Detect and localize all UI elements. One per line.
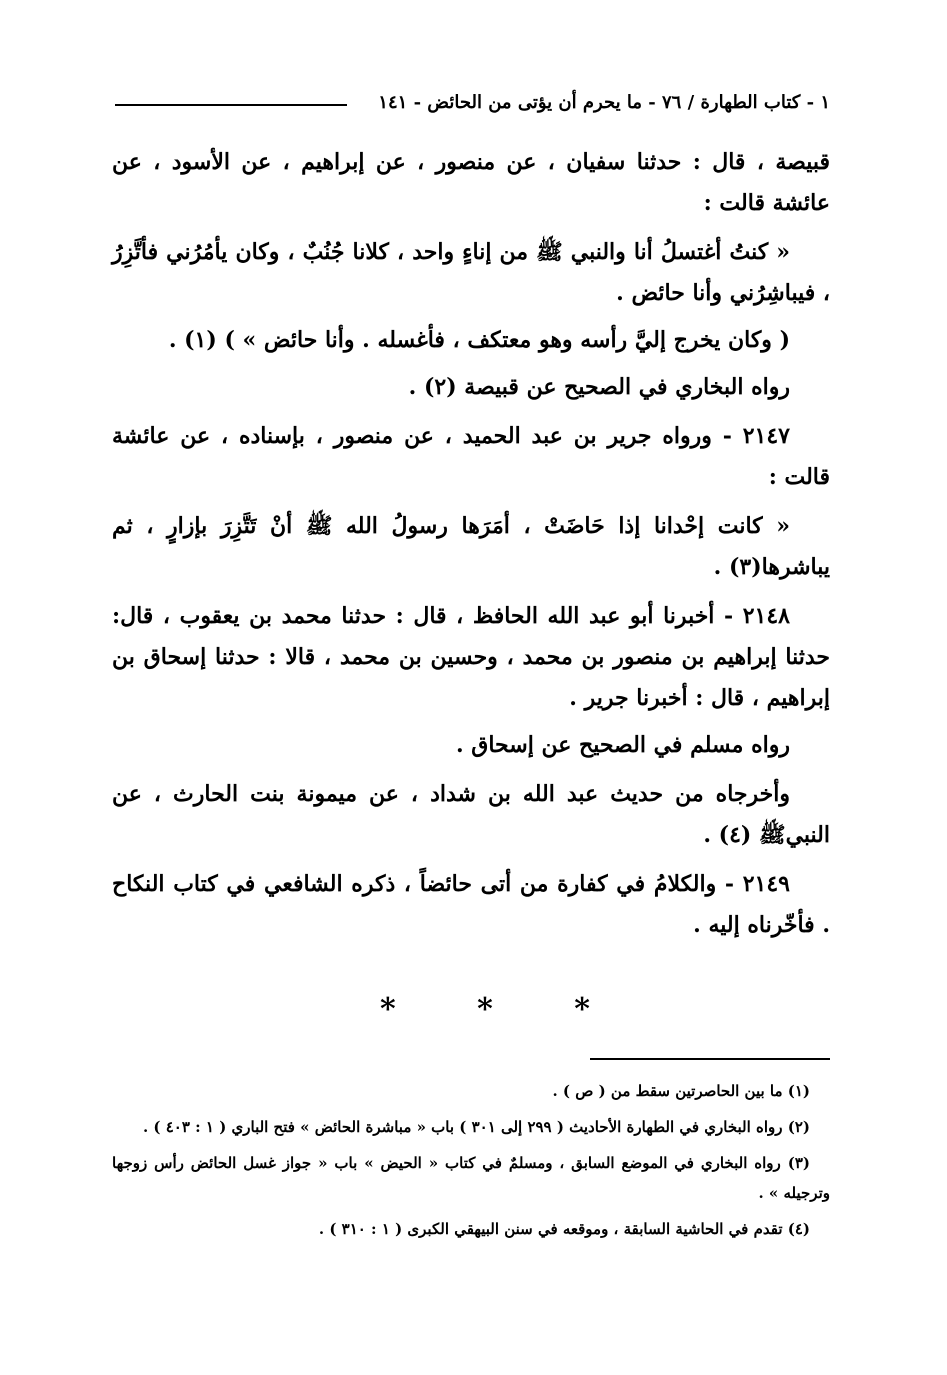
footnotes [112,1076,830,1250]
hadith-quote-continued: ( وكان يخرج إليَّ رأسه وهو معتكف ، فأغسله . وأنا حائض » ) (١) . [168,327,790,353]
header-rule [115,104,347,106]
hadith-quote: « كنتُ أغتسلُ أنا والنبي ﷺ من إناءٍ واحد ، كلانا جُنُبٌ ، وكان يأمُرُني فأتَّزِرُ ، فيباشِرُني وأنا حائض . [112,239,830,306]
footnote: (٤) تقدم في الحاشية السابقة ، وموقعه في سنن البيهقي الكبرى ( ١ : ٣١٠ ) . [318,1220,810,1238]
hadith-2148: ٢١٤٨ - أخبرنا أبو عبد الله الحافظ ، قال : حدثنا محمد بن يعقوب ، قال: حدثنا إبراهيم بن منصور بن محمد ، وحسين بن محمد ، قالا : حدثنا إسحاق بن إبراهيم ، قال : أخبرنا جرير . [112,603,830,711]
hadith-2147: ٢١٤٧ - ورواه جرير بن عبد الحميد ، عن منصور ، بإسناده ، عن عائشة قالت : [112,423,830,490]
narration-note: رواه البخاري في الصحيح عن قبيصة (٢) . [408,374,790,400]
hadith-quote: « كانت إحْدانا إذا حَاضَتْ ، أمَرَها رسولُ الله ﷺ أنْ تَتَّزِرَ بإزارٍ ، ثم يباشرها(٣) . [112,513,830,580]
narration-note: وأخرجاه من حديث عبد الله بن شداد ، عن ميمونة بنت الحارث ، عن النبيﷺ (٤) . [112,781,830,848]
footnote: (٢) رواه البخاري في الطهارة الأحاديث ( ٢٩٩ إلى ٣٠١ ) باب « مباشرة الحائض » فتح الباري ( ١ : ٤٠٣ ) . [142,1118,810,1136]
narration-note: رواه مسلم في الصحيح عن إسحاق . [455,732,790,758]
footnote: (٣) رواه البخاري في الموضع السابق ، ومسلمٌ في كتاب « الحيض » باب « جواز غسل الحائض رأس زوجها وترجيله » . [112,1154,830,1202]
page-header [115,92,830,116]
star-ornament: * [477,992,493,1027]
section-separator [380,990,590,1030]
footnote-rule [590,1058,830,1060]
footnote: (١) ما بين الحاصرتين سقط من ( ص ) . [552,1082,810,1100]
paragraph: قبيصة ، قال : حدثنا سفيان ، عن منصور ، عن إبراهيم ، عن الأسود ، عن عائشة قالت : [112,149,830,216]
star-ornament: * [574,992,590,1027]
main-text [112,142,830,952]
star-ornament: * [380,992,396,1027]
hadith-2149: ٢١٤٩ - والكلامُ في كفارة من أتى حائضاً ، ذكره الشافعي في كتاب النكاح . فأخّرناه إليه . [112,871,830,938]
running-title: ١ - كتاب الطهارة / ٧٦ - ما يحرم أن يؤتى من الحائض - ١٤١ [378,92,830,113]
